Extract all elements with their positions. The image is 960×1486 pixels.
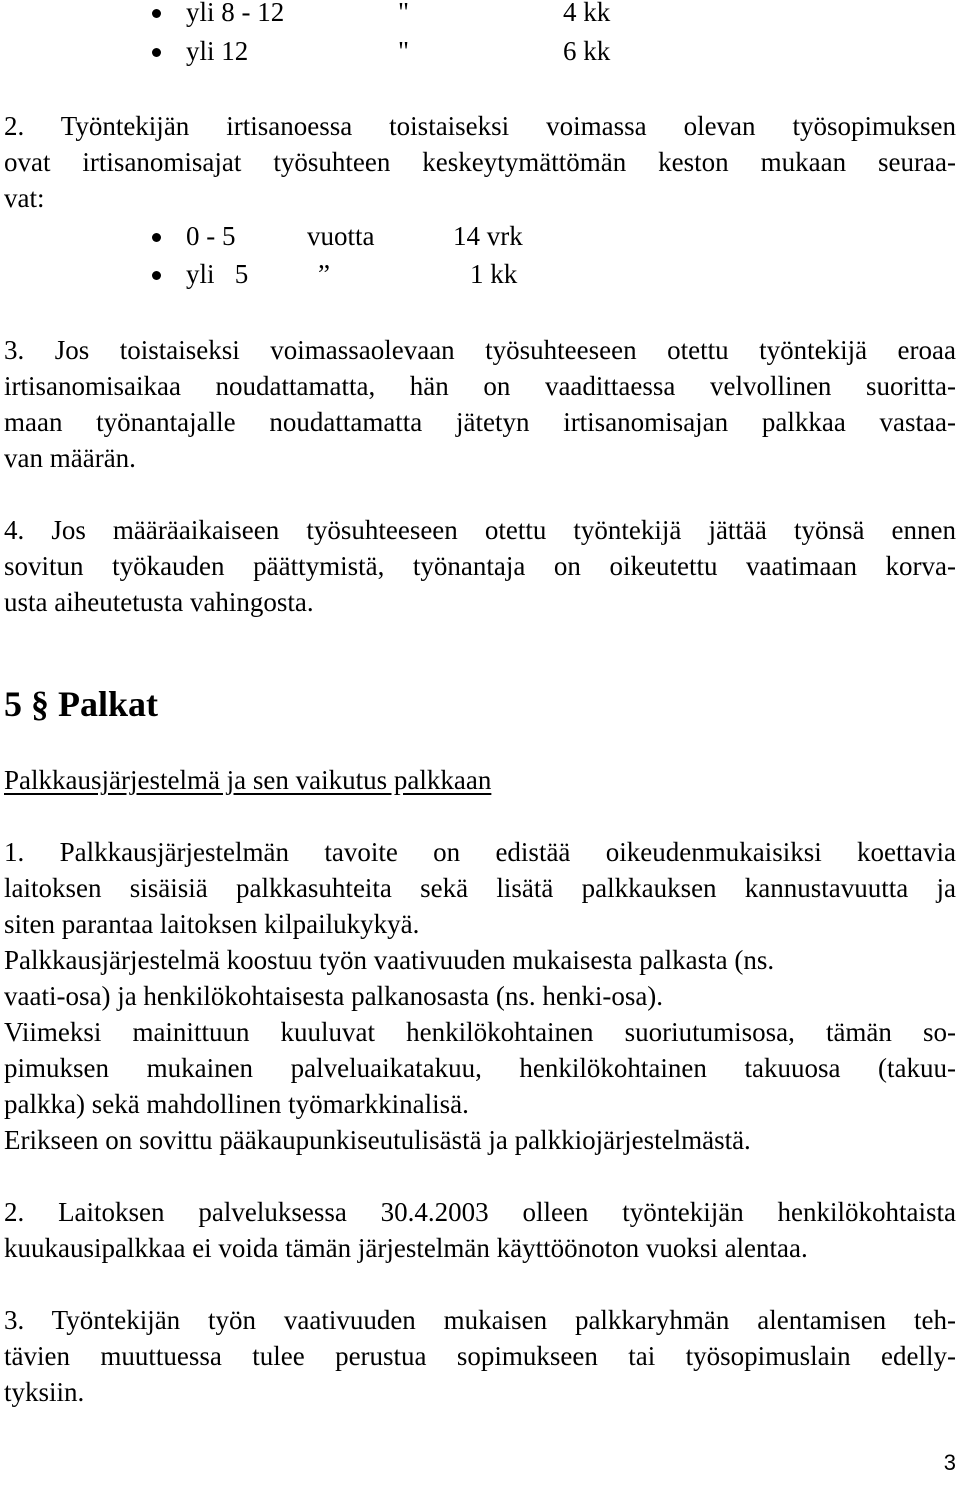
bullet-icon <box>152 233 161 242</box>
list-cell: ” <box>318 259 330 289</box>
text-line: tävien muuttuessa tulee perustua sopimukseen tai työsopimuslain edelly- <box>4 1341 956 1371</box>
text-line: 3. Jos toistaiseksi voimassaolevaan työsuhteeseen otettu työntekijä eroaa <box>4 335 956 365</box>
text-line: ovat irtisanomisajat työsuhteen keskeytymättömän keston mukaan seuraa- <box>4 147 956 177</box>
text-line: 2. Työntekijän irtisanoessa toistaiseksi voimassa olevan työsopimuksen <box>4 111 956 141</box>
text-line: siten parantaa laitoksen kilpailukykyä. <box>4 909 420 939</box>
list-cell: 4 kk <box>563 0 611 27</box>
text-line: sovitun työkauden päättymistä, työnantaja on oikeutettu vaatimaan korva- <box>4 551 956 581</box>
page-number: 3 <box>943 1450 956 1475</box>
section-subheading: Palkkausjärjestelmä ja sen vaikutus palkkaan <box>4 765 492 795</box>
list-cell: 14 vrk <box>453 221 523 251</box>
text-line: irtisanomisaikaa noudattamatta, hän on vaadittaessa velvollinen suoritta- <box>4 371 956 401</box>
text-line: Erikseen on sovittu pääkaupunkiseutulisästä ja palkkiojärjestelmästä. <box>4 1125 751 1155</box>
bullet-icon <box>152 48 161 57</box>
text-line: tyksiin. <box>4 1377 85 1407</box>
text-line: 2. Laitoksen palveluksessa 30.4.2003 olleen työntekijän henkilökohtaista <box>4 1197 956 1227</box>
list-cell: 0 - 5 <box>186 221 236 251</box>
text-line: 4. Jos määräaikaiseen työsuhteeseen otettu työntekijä jättää työnsä ennen <box>4 515 956 545</box>
text-line: Viimeksi mainittuun kuuluvat henkilökohtainen suoriutumisosa, tämän so- <box>4 1017 956 1047</box>
bullet-icon <box>152 9 161 18</box>
text-line: Palkkausjärjestelmä koostuu työn vaativuuden mukaisesta palkasta (ns. <box>4 945 775 975</box>
list-cell: yli 5 <box>186 259 249 289</box>
section-heading: 5 § Palkat <box>4 684 159 724</box>
list-cell: " <box>398 0 410 27</box>
text-line: vaati-osa) ja henkilökohtaisesta palkanosasta (ns. henki-osa). <box>4 981 664 1011</box>
text-line: vat: <box>4 183 45 213</box>
list-cell: 6 kk <box>563 36 611 66</box>
text-line: usta aiheutetusta vahingosta. <box>4 587 314 617</box>
text-line: palkka) sekä mahdollinen työmarkkinalisä. <box>4 1089 469 1119</box>
list-cell: vuotta <box>307 221 375 251</box>
bullet-icon <box>152 271 161 280</box>
text-line: 3. Työntekijän työn vaativuuden mukaisen palkkaryhmän alentamisen teh- <box>4 1305 956 1335</box>
text-line: 1. Palkkausjärjestelmän tavoite on edistää oikeudenmukaisiksi koettavia <box>4 837 956 867</box>
text-line: kuukausipalkkaa ei voida tämän järjestelmän käyttöönoton vuoksi alentaa. <box>4 1233 808 1263</box>
list-cell: yli 12 <box>186 36 249 66</box>
text-line: pimuksen mukainen palveluaikatakuu, henkilökohtainen takuuosa (takuu- <box>4 1053 956 1083</box>
list-cell: " <box>398 36 410 66</box>
text-line: maan työnantajalle noudattamatta jätetyn irtisanomisajan palkkaa vastaa- <box>4 407 956 437</box>
text-line: laitoksen sisäisiä palkkasuhteita sekä lisätä palkkauksen kannustavuutta ja <box>4 873 956 903</box>
list-cell: yli 8 - 12 <box>186 0 285 27</box>
text-line: van määrän. <box>4 443 136 473</box>
list-cell: 1 kk <box>470 259 518 289</box>
